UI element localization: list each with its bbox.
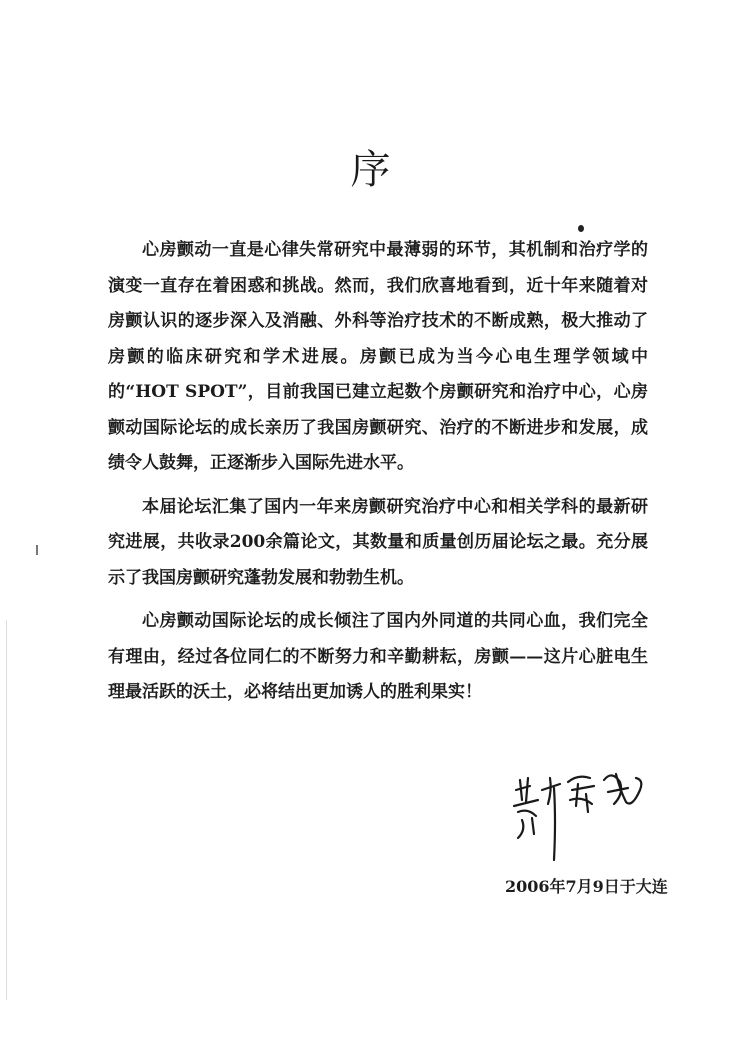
- signature-scribble-icon: [508, 760, 658, 870]
- paragraph-3: 心房颤动国际论坛的成长倾注了国内外同道的共同心血，我们完全有理由，经过各位同仁的不断努力和辛勤耕耘，房颤——这片心脏电生理最活跃的沃土，必将结出更加诱人的胜利果实！: [108, 611, 648, 702]
- scan-edge-line: [6, 620, 7, 1000]
- date-and-place: 2006年7月9日于大连: [505, 877, 668, 896]
- scan-edge-mark: [36, 545, 38, 555]
- handwritten-signature: [508, 760, 658, 870]
- preface-body: [108, 233, 648, 719]
- paragraph-2: 本届论坛汇集了国内一年来房颤研究治疗中心和相关学科的最新研究进展，共收录200余篇论文，其数量和质量创历届论坛之最。充分展示了我国房颤研究蓬勃发展和勃勃生机。: [108, 496, 648, 588]
- page-title: 序: [350, 147, 393, 193]
- scan-speck: [578, 225, 584, 232]
- paragraph-1: 心房颤动一直是心律失常研究中最薄弱的环节，其机制和治疗学的演变一直存在着困惑和挑战。然而，我们欣喜地看到，近十年来随着对房颤认识的逐步深入及消融、外科等治疗技术的不断成熟，极大推动了房颤的临床研究和学术进展。房颤已成为当今心电生理学领域中的“HOT SPOT”，目前我国已建立起数个房颤研究和治疗中心，心房颤动国际论坛的成长亲历了我国房颤研究、治疗的不断进步和发展，成绩令人鼓舞，正逐渐步入国际先进水平。: [108, 240, 648, 473]
